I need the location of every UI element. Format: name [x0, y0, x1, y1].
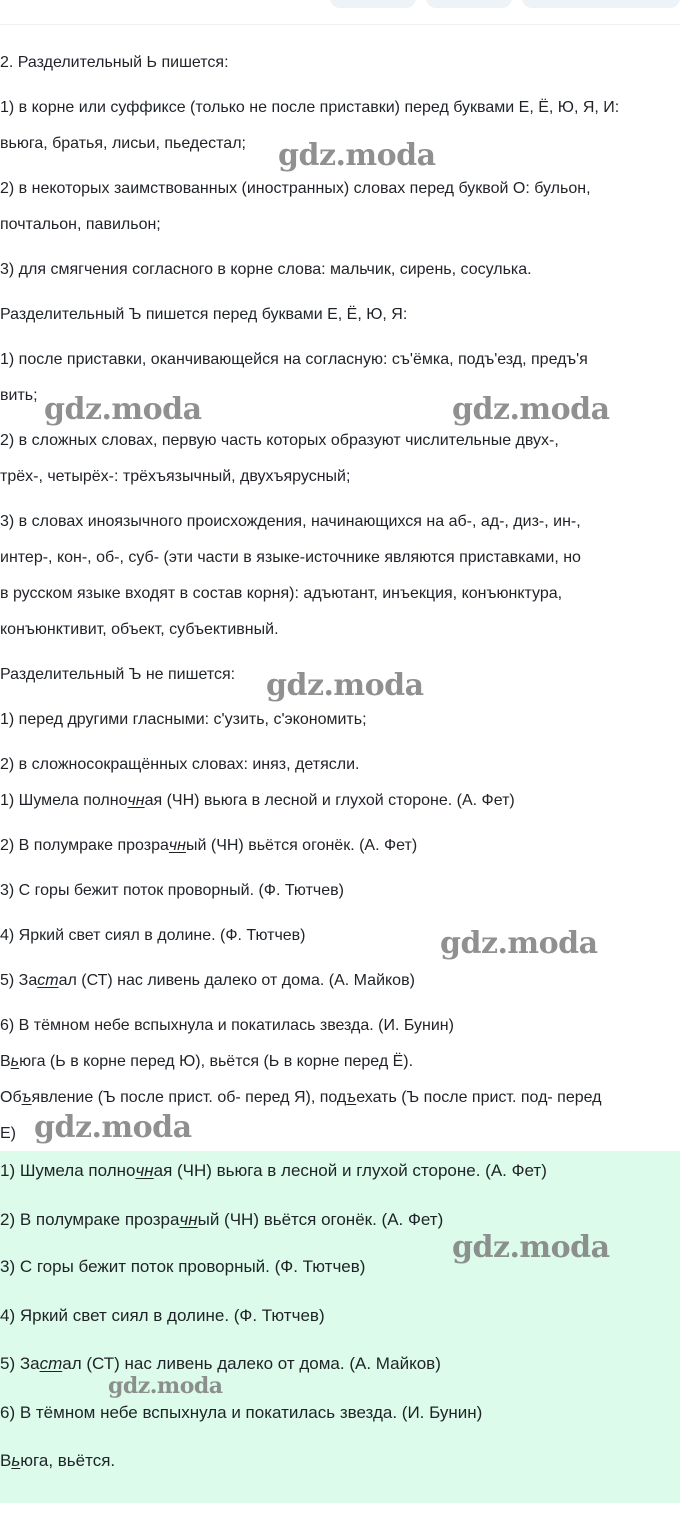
- theory-line: почтальон, павильон;: [0, 216, 161, 233]
- explanation-1: [0, 1052, 680, 1072]
- answer-text: ал (СТ) нас ливень далеко от дома. (А. Майков): [62, 1354, 441, 1373]
- underlined-letters: чн: [179, 1210, 198, 1229]
- explanation-text: ехать (Ъ после прист. под- перед: [356, 1089, 602, 1106]
- underlined-letters: чн: [127, 792, 145, 809]
- underlined-letters: ст: [37, 972, 59, 989]
- theory-line: 3) для смягчения согласного в корне слова: мальчик, сирень, сосулька.: [0, 261, 532, 278]
- explanation-text: юга (Ь в корне перед Ю), вьётся (Ь в корне перед Ё).: [19, 1053, 414, 1070]
- nav-tab[interactable]: [522, 0, 680, 8]
- theory-line: 2) в сложносокращённых словах: иняз, детясли.: [0, 756, 360, 773]
- watermark-logo: gdz.moda: [34, 1110, 192, 1145]
- theory-line: вьюга, братья, лисьи, пьедестал;: [0, 135, 246, 152]
- explanation-text: В: [0, 1053, 11, 1070]
- theory-line: Разделительный Ъ не пишется:: [0, 666, 236, 683]
- underlined-letters: чн: [135, 1161, 154, 1180]
- theory-line: 1) перед другими гласными: с'узить, с'экономить;: [0, 711, 367, 728]
- underlined-letters: ь: [10, 1053, 20, 1070]
- explanation-2: [0, 1088, 680, 1108]
- theory-line: 2) в сложных словах, первую часть которых образуют числительные двух-,: [0, 432, 559, 449]
- sentence-4: 4) Яркий свет сиял в долине. (Ф. Тютчев): [0, 927, 306, 944]
- watermark-logo: gdz.moda: [440, 926, 598, 961]
- answer-sentence-6: 6) В тёмном небе вспыхнула и покатилась звезда. (И. Бунин): [0, 1403, 483, 1422]
- answer-sentence-1: [0, 1161, 680, 1181]
- nav-tab[interactable]: [426, 0, 512, 8]
- theory-line: в русском языке входят в состав корня): адъютант, инъекция, конъюнктура,: [0, 585, 563, 602]
- explanation-text: Об: [0, 1089, 22, 1106]
- sentence-text: ая (ЧН) вьюга в лесной и глухой стороне. (А. Фет): [144, 792, 515, 809]
- underlined-letters: ъ: [21, 1089, 32, 1106]
- sentence-text: 2) В полумраке прозра: [0, 837, 169, 854]
- sentence-5: [0, 971, 680, 991]
- answer-text: В: [0, 1451, 12, 1470]
- underlined-letters: ст: [39, 1354, 63, 1373]
- watermark-logo: gdz.moda: [278, 138, 436, 173]
- answer-text: 1) Шумела полно: [0, 1161, 136, 1180]
- answer-sentence-3: 3) С горы бежит поток проворный. (Ф. Тютчев): [0, 1257, 366, 1276]
- theory-line: трёх-, четырёх-: трёхъязычный, двухъярусный;: [0, 468, 351, 485]
- watermark-logo: gdz.moda: [452, 1230, 610, 1265]
- sentence-text: ал (СТ) нас ливень далеко от дома. (А. Майков): [58, 972, 415, 989]
- sentence-text: 1) Шумела полно: [0, 792, 128, 809]
- theory-line: 1) после приставки, оканчивающейся на согласную: съ'ёмка, подъ'езд, предъ'я: [0, 351, 588, 368]
- sentence-6: 6) В тёмном небе вспыхнула и покатилась звезда. (И. Бунин): [0, 1017, 454, 1034]
- sentence-text: ый (ЧН) вьётся огонёк. (А. Фет): [185, 837, 418, 854]
- theory-line: вить;: [0, 387, 38, 404]
- explanation-3: Е): [0, 1125, 16, 1142]
- underlined-letters: ь: [11, 1451, 21, 1470]
- answer-text: юга, вьётся.: [20, 1451, 116, 1470]
- answer-panel: [0, 1151, 680, 1503]
- watermark-logo: gdz.moda: [452, 392, 610, 427]
- nav-tab[interactable]: [330, 0, 416, 8]
- theory-line: 2. Разделительный Ь пишется:: [0, 54, 229, 71]
- underlined-letters: чн: [168, 837, 186, 854]
- watermark-logo: gdz.moda: [108, 1373, 223, 1399]
- answer-text: 2) В полумраке прозра: [0, 1210, 180, 1229]
- answer-sentence-2: [0, 1210, 680, 1230]
- answer-text: 5) За: [0, 1354, 40, 1373]
- answer-text: ая (ЧН) вьюга в лесной и глухой стороне. (А. Фет): [153, 1161, 547, 1180]
- theory-line: 1) в корне или суффиксе (только не после приставки) перед буквами Е, Ё, Ю, Я, И:: [0, 99, 620, 116]
- answer-words: [0, 1451, 680, 1471]
- explanation-text: явление (Ъ после прист. об- перед Я), под: [31, 1089, 347, 1106]
- watermark-logo: gdz.moda: [266, 668, 424, 703]
- theory-line: интер-, кон-, об-, суб- (эти части в языке-источнике являются приставками, но: [0, 549, 581, 566]
- sentence-1: [0, 791, 680, 811]
- watermark-logo: gdz.moda: [44, 392, 202, 427]
- underlined-letters: ъ: [346, 1089, 357, 1106]
- theory-line: 3) в словах иноязычного происхождения, начинающихся на аб-, ад-, диз-, ин-,: [0, 513, 581, 530]
- sentence-2: [0, 836, 680, 856]
- theory-line: конъюнктивит, объект, субъективный.: [0, 621, 279, 638]
- sentence-text: 5) За: [0, 972, 38, 989]
- sentence-3: 3) С горы бежит поток проворный. (Ф. Тютчев): [0, 882, 344, 899]
- theory-line: Разделительный Ъ пишется перед буквами Е, Ё, Ю, Я:: [0, 306, 408, 323]
- top-nav-bar: [0, 0, 680, 25]
- answer-sentence-5: [0, 1354, 680, 1374]
- answer-text: ый (ЧН) вьётся огонёк. (А. Фет): [197, 1210, 444, 1229]
- answer-sentence-4: 4) Яркий свет сиял в долине. (Ф. Тютчев): [0, 1306, 325, 1325]
- theory-line: 2) в некоторых заимствованных (иностранных) словах перед буквой О: бульон,: [0, 180, 591, 197]
